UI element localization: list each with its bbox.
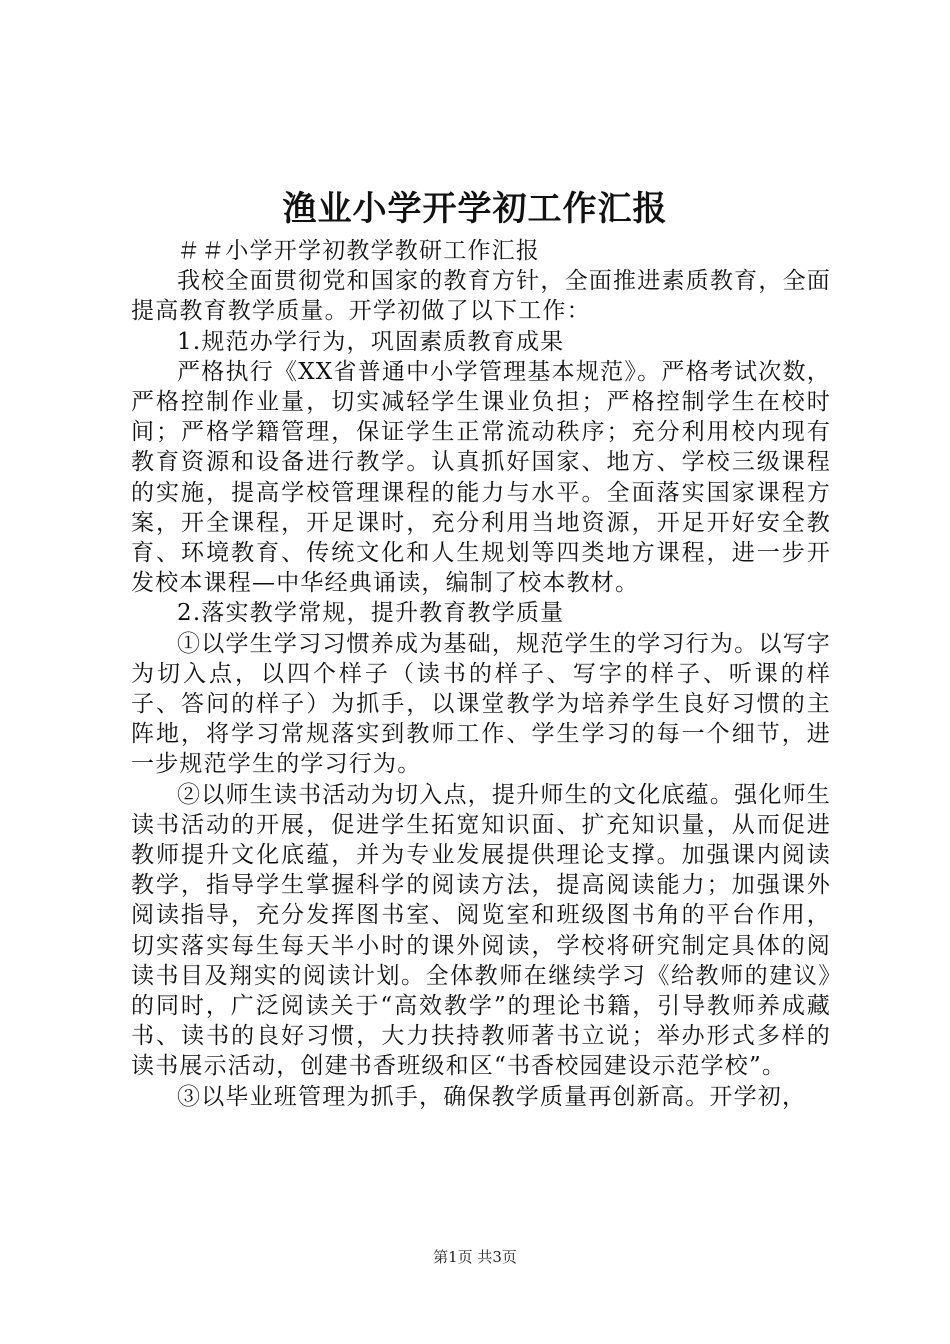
section-heading-1: 1.规范办学行为，巩固素质教育成果: [177, 328, 565, 355]
paragraph-item-1: ①以学生学习习惯养成为基础，规范学生的学习行为。以写字为切入点，以四个样子（读书的样子、写字的样子、听课的样子、答问的样子）为抓手，以课堂教学为培养学生良好习惯的主阵地，将学习常规落实到教师工作、学生学习的每一个细节，进一步规范学生的学习行为。: [131, 630, 831, 778]
document-title: 渔业小学开学初工作汇报: [282, 189, 668, 229]
paragraph-item-2: ②以师生读书活动为切入点，提升师生的文化底蕴。强化师生读书活动的开展，促进学生拓宽知识面、扩充知识量，从而促进教师提升文化底蕴，并为专业发展提供理论支撑。加强课内阅读教学，指导学生掌握科学的阅读方法，提高阅读能力；加强课外阅读指导，充分发挥图书室、阅览室和班级图书角的平台作用，切实落实每生每天半小时的课外阅读，学校将研究制定具体的阅读书目及翔实的阅读计划。全体教师在继续学习《给教师的建议》的同时，广泛阅读关于“高效教学”的理论书籍，引导教师养成藏书、读书的良好习惯，大力扶持教师著书立说；举办形式多样的读书展示活动，创建书香班级和区“书香校园建设示范学校”。: [131, 781, 831, 1080]
paragraph-intro: 我校全面贯彻党和国家的教育方针，全面推进素质教育，全面提高教育教学质量。开学初做了以下工作：: [131, 268, 831, 325]
paragraph-subtitle: ＃＃小学开学初教学教研工作汇报: [177, 238, 540, 264]
document-body: [131, 236, 831, 1112]
paragraph-section-1: 严格执行《XX省普通中小学管理基本规范》。严格考试次数，严格控制作业量，切实减轻学生课业负担；严格控制学生在校时间；严格学籍管理，保证学生正常流动秩序；充分利用校内现有教育资源和设备进行教学。认真抓好国家、地方、学校三级课程的实施，提高学校管理课程的能力与水平。全面落实国家课程方案，开全课程，开足课时，充分利用当地资源，开足开好安全教育、环境教育、传统文化和人生规划等四类地方课程，进一步开发校本课程—中华经典诵读，编制了校本教材。: [131, 358, 831, 597]
section-heading-2: 2.落实教学常规，提升教育教学质量: [177, 600, 565, 627]
page-footer: 第1页 共3页: [433, 1248, 517, 1266]
paragraph-item-3: ③以毕业班管理为抓手，确保教学质量再创新高。开学初，: [177, 1083, 807, 1110]
